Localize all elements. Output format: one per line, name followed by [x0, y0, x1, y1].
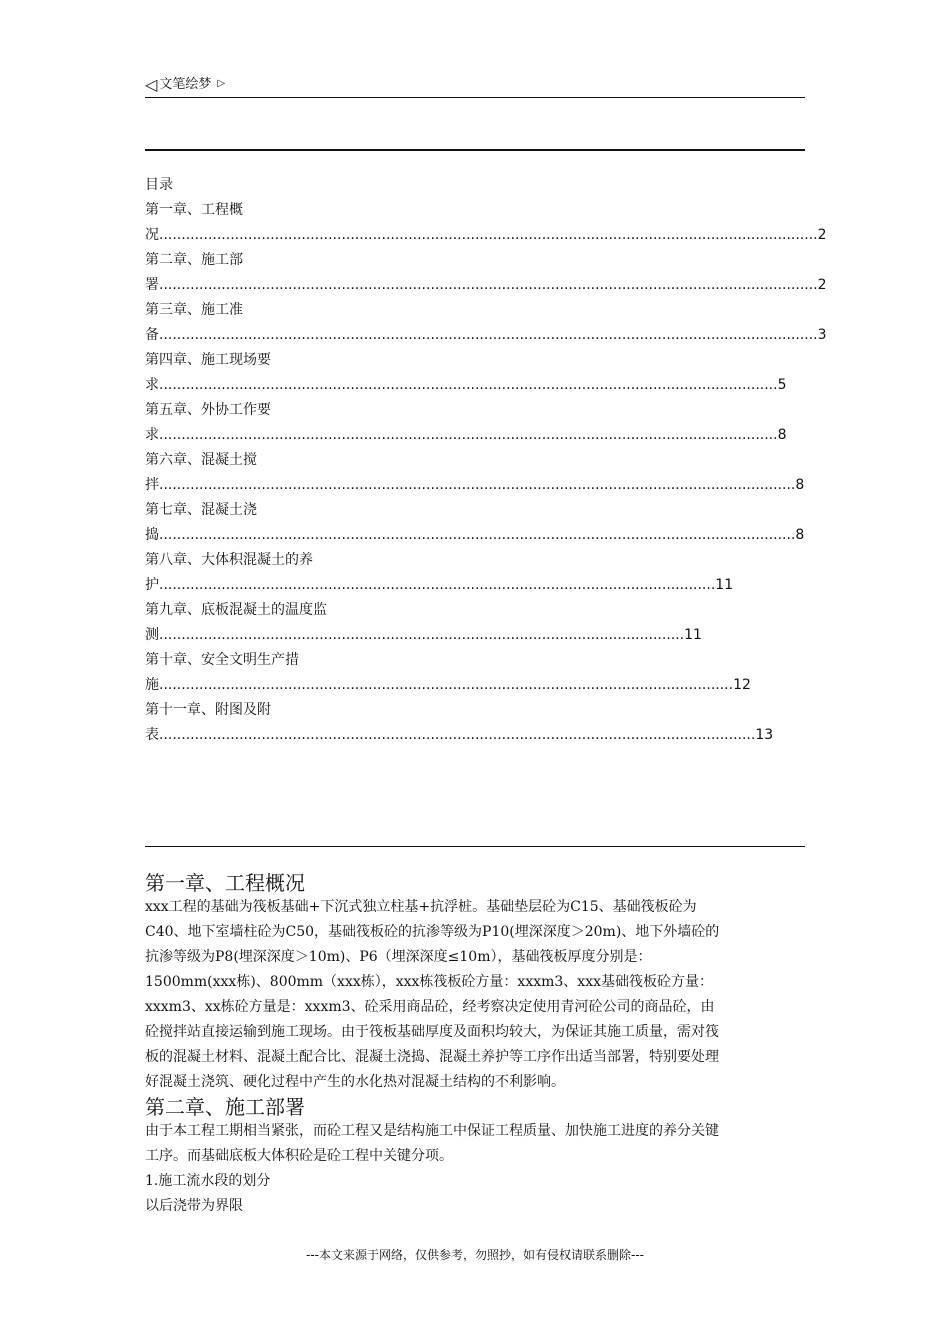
toc-entry-title[interactable]: 第十一章、附图及附 [145, 702, 271, 718]
toc-leader-dots: ............................................................................................................................................... [159, 527, 796, 543]
toc-entry-title[interactable]: 第三章、施工准 [145, 302, 243, 318]
toc-leader-dots: .................................................................................................................................................... [159, 227, 818, 243]
page-footer-disclaimer: ---本文来源于网络，仅供参考，勿照抄，如有侵权请联系删除--- [306, 1248, 644, 1262]
toc-page-number: 5 [777, 377, 787, 393]
toc-title: 目录 [145, 177, 173, 193]
paragraph-line: 砼搅拌站直接运输到施工现场。由于筏板基础厚度及面积均较大，为保证其施工质量，需对筏 [145, 1024, 719, 1040]
paragraph-line: 由于本工程工期相当紧张，而砼工程又是结构施工中保证工程质量、加快施工进度的养分关键 [145, 1123, 719, 1139]
toc-entry-leader[interactable] [145, 473, 805, 498]
toc-leader-dots: ........................................................................................................................................... [159, 377, 778, 393]
toc-entry-leader[interactable] [145, 373, 787, 398]
table-of-contents [145, 173, 827, 748]
toc-page-number: 12 [733, 677, 751, 693]
toc-entry-leader[interactable] [145, 573, 745, 598]
toc-entry-title[interactable]: 第四章、施工现场要 [145, 352, 271, 368]
toc-entry-tail-char: 拌 [145, 477, 159, 493]
toc-entry-tail-char: 求 [145, 377, 159, 393]
toc-entry-leader[interactable] [145, 723, 774, 748]
toc-page-number: 8 [795, 477, 805, 493]
toc-page-number: 3 [817, 327, 827, 343]
toc-entry-leader[interactable] [145, 523, 805, 548]
toc-leader-dots: .................................................................................................................................................... [159, 327, 818, 343]
paragraph-line: 工序。而基础底板大体积砼是砼工程中关键分项。 [145, 1148, 453, 1164]
toc-entry-leader[interactable] [145, 623, 745, 648]
toc-page-number: 11 [684, 627, 702, 643]
paragraph-line: 好混凝土浇筑、硬化过程中产生的水化热对混凝土结构的不利影响。 [145, 1074, 565, 1090]
toc-page-number: 13 [755, 727, 774, 743]
paragraph-line: C40、地下室墙柱砼为C50，基础筏板砼的抗渗等级为P10(埋深深度＞20m)、地下外墙砼的 [145, 924, 720, 940]
paragraph-line: 以后浇带为界限 [145, 1198, 243, 1214]
toc-entry-title[interactable]: 第一章、工程概 [145, 202, 243, 218]
toc-leader-dots: ............................................................................................................................. [159, 577, 716, 593]
header-divider [145, 97, 805, 98]
toc-entry-tail-char: 施 [145, 677, 159, 693]
toc-entry-leader[interactable] [145, 273, 827, 298]
toc-leader-dots: ...................................................................................................................... [159, 627, 685, 643]
toc-entry-title[interactable]: 第九章、底板混凝土的温度监 [145, 602, 327, 618]
toc-page-number: 2 [817, 277, 827, 293]
toc-entry-tail-char: 求 [145, 427, 159, 443]
chapter-2-body [145, 1119, 807, 1219]
toc-entry-tail-char: 捣 [145, 527, 159, 543]
paragraph-line: 1500mm(xxx栋)、800mm（xxx栋），xxx栋筏板砼方量：xxxm3、xxx基础筏板砼方量： [145, 974, 713, 990]
toc-leader-dots: ........................................................................................................................................... [159, 427, 778, 443]
toc-entry-title[interactable]: 第二章、施工部 [145, 252, 243, 268]
toc-entry-leader[interactable] [145, 223, 827, 248]
toc-page-number: 8 [795, 527, 805, 543]
toc-entry-tail-char: 表 [145, 727, 159, 743]
toc-entry-title[interactable]: 第六章、混凝土搅 [145, 452, 257, 468]
toc-page-number: 8 [777, 427, 787, 443]
chapter-1-body [145, 895, 807, 1095]
toc-page-number: 11 [715, 577, 734, 593]
section-divider [145, 846, 805, 847]
chapter-1-heading: 第一章、工程概况 [145, 871, 305, 895]
toc-page-number: 2 [817, 227, 827, 243]
toc-entry-tail-char: 况 [145, 227, 159, 243]
toc-top-divider [145, 149, 805, 151]
toc-entry-title[interactable]: 第七章、混凝土浇 [145, 502, 257, 518]
chapter-2-heading: 第二章、施工部署 [145, 1095, 305, 1119]
toc-entry-leader[interactable] [145, 423, 787, 448]
paragraph-line: 板的混凝土材料、混凝土配合比、混凝土浇捣、混凝土养护等工序作出适当部署，特别要处理 [145, 1049, 719, 1065]
toc-entry-tail-char: 署 [145, 277, 159, 293]
toc-leader-dots: ...................................................................................................................................... [159, 727, 756, 743]
toc-leader-dots: .................................................................................................................................................... [159, 277, 818, 293]
paragraph-line: 抗渗等级为P8(埋深深度＞10m)、P6（埋深深度≤10m），基础筏板厚度分别是： [145, 949, 652, 965]
toc-entry-leader[interactable] [145, 323, 827, 348]
toc-entry-tail-char: 备 [145, 327, 159, 343]
toc-entry-tail-char: 测 [145, 627, 159, 643]
toc-entry-leader[interactable] [145, 673, 751, 698]
toc-leader-dots: ................................................................................................................................. [159, 677, 734, 693]
right-triangle-icon: ▷ [217, 78, 226, 89]
toc-entry-tail-char: 护 [145, 577, 159, 593]
toc-entry-title[interactable]: 第五章、外协工作要 [145, 402, 271, 418]
toc-entry-title[interactable]: 第十章、安全文明生产措 [145, 652, 299, 668]
toc-entry-title[interactable]: 第八章、大体积混凝土的养 [145, 552, 313, 568]
paragraph-line: 1.施工流水段的划分 [145, 1173, 271, 1189]
left-triangle-icon: ◁ [145, 74, 158, 94]
page-header [145, 74, 805, 98]
toc-leader-dots: ............................................................................................................................................... [159, 477, 796, 493]
paragraph-line: xxx工程的基础为筏板基础+下沉式独立柱基+抗浮桩。基础垫层砼为C15、基础筏板砼为 [145, 899, 697, 915]
paragraph-line: xxxm3、xx栋砼方量是：xxxm3、砼采用商品砼，经考察决定使用青河砼公司的商品砼，由 [145, 999, 715, 1015]
header-title: 文笔绘梦 [159, 76, 212, 92]
